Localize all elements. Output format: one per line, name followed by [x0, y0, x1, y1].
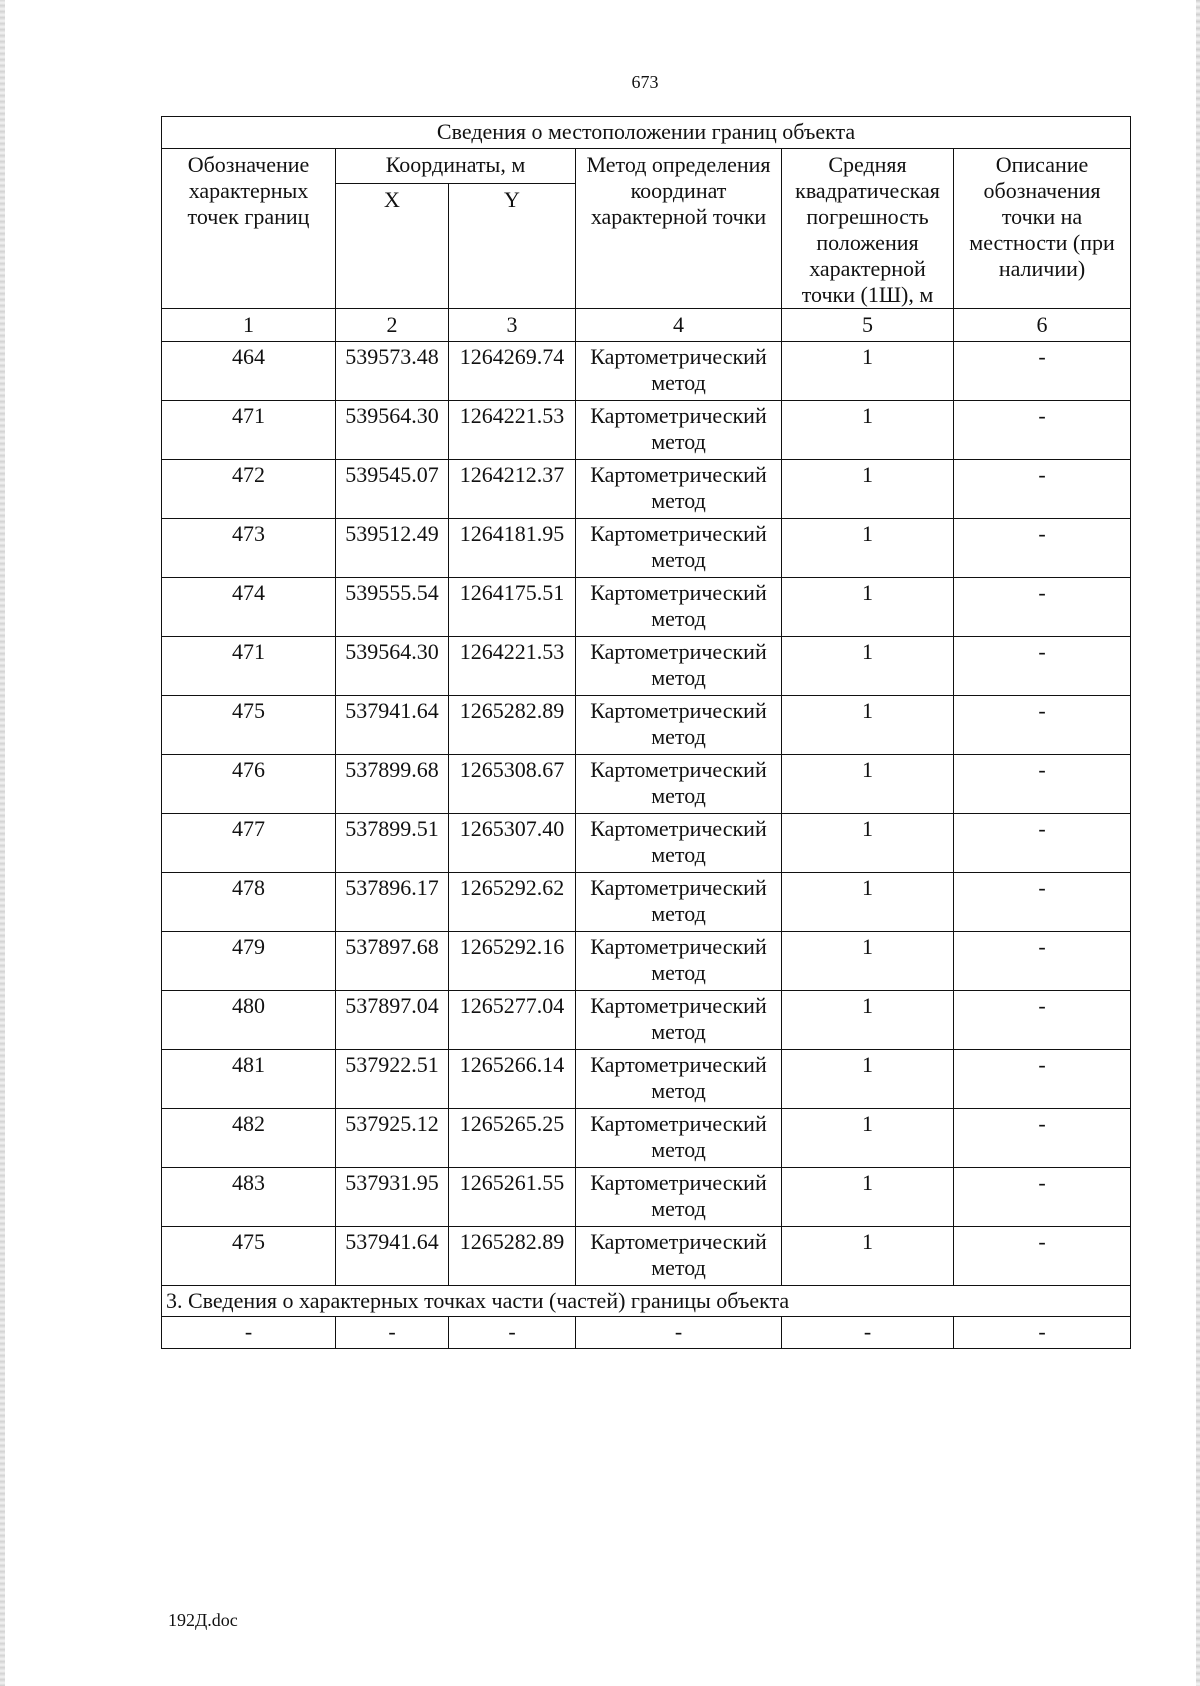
table-row — [162, 696, 1131, 755]
cell-y: 1265308.67 — [449, 755, 576, 814]
section3-data-row — [162, 1317, 1131, 1349]
column-number: 6 — [954, 309, 1131, 342]
cell-error: 1 — [782, 755, 954, 814]
cell-point: 473 — [162, 519, 336, 578]
column-number-row — [162, 309, 1131, 342]
column-number: 4 — [576, 309, 782, 342]
section3-cell: - — [336, 1317, 449, 1349]
table-row — [162, 1109, 1131, 1168]
cell-x: 537899.51 — [336, 814, 449, 873]
table-row — [162, 578, 1131, 637]
cell-x: 537931.95 — [336, 1168, 449, 1227]
table-row — [162, 873, 1131, 932]
table-row — [162, 637, 1131, 696]
cell-description: - — [954, 873, 1131, 932]
cell-point: 480 — [162, 991, 336, 1050]
cell-method: Картометрический метод — [576, 401, 782, 460]
cell-method: Картометрический метод — [576, 460, 782, 519]
column-number: 5 — [782, 309, 954, 342]
cell-point: 476 — [162, 755, 336, 814]
cell-point: 475 — [162, 696, 336, 755]
cell-x: 537897.68 — [336, 932, 449, 991]
cell-point: 471 — [162, 401, 336, 460]
cell-error: 1 — [782, 873, 954, 932]
cell-y: 1264269.74 — [449, 342, 576, 401]
cell-point: 474 — [162, 578, 336, 637]
cell-error: 1 — [782, 1227, 954, 1286]
cell-description: - — [954, 1109, 1131, 1168]
section3-cell: - — [954, 1317, 1131, 1349]
cell-error: 1 — [782, 1109, 954, 1168]
cell-point: 483 — [162, 1168, 336, 1227]
cell-description: - — [954, 755, 1131, 814]
cell-y: 1264221.53 — [449, 637, 576, 696]
header-method: Метод определения координат характерной точки — [576, 149, 782, 309]
cell-point: 477 — [162, 814, 336, 873]
cell-error: 1 — [782, 637, 954, 696]
table-row — [162, 1227, 1131, 1286]
cell-y: 1265266.14 — [449, 1050, 576, 1109]
section3-cell: - — [576, 1317, 782, 1349]
header-coordinates: Координаты, м — [336, 149, 576, 184]
cell-method: Картометрический метод — [576, 991, 782, 1050]
cell-method: Картометрический метод — [576, 519, 782, 578]
cell-error: 1 — [782, 1168, 954, 1227]
cell-x: 537896.17 — [336, 873, 449, 932]
cell-description: - — [954, 342, 1131, 401]
table-row — [162, 991, 1131, 1050]
section3-cell: - — [782, 1317, 954, 1349]
scan-edge-right — [1196, 0, 1200, 1686]
cell-method: Картометрический метод — [576, 755, 782, 814]
cell-x: 539545.07 — [336, 460, 449, 519]
cell-description: - — [954, 991, 1131, 1050]
header-point-designation: Обозначение характерных точек границ — [162, 149, 336, 309]
cell-error: 1 — [782, 1050, 954, 1109]
column-number: 3 — [449, 309, 576, 342]
header-mean-error: Средняя квадратическая погрешность положения характерной точки (1Ш), м — [782, 149, 954, 309]
page-number: 673 — [631, 72, 659, 92]
header-y: Y — [449, 184, 576, 309]
cell-y: 1265261.55 — [449, 1168, 576, 1227]
cell-x: 537922.51 — [336, 1050, 449, 1109]
table-row — [162, 1050, 1131, 1109]
cell-method: Картометрический метод — [576, 1050, 782, 1109]
table-row — [162, 460, 1131, 519]
cell-description: - — [954, 401, 1131, 460]
column-number: 2 — [336, 309, 449, 342]
cell-method: Картометрический метод — [576, 696, 782, 755]
cell-y: 1265292.62 — [449, 873, 576, 932]
table-title-row — [162, 117, 1131, 149]
cell-x: 537925.12 — [336, 1109, 449, 1168]
cell-y: 1265277.04 — [449, 991, 576, 1050]
cell-error: 1 — [782, 991, 954, 1050]
cell-error: 1 — [782, 342, 954, 401]
cell-description: - — [954, 460, 1131, 519]
cell-y: 1265292.16 — [449, 932, 576, 991]
cell-description: - — [954, 814, 1131, 873]
cell-description: - — [954, 1050, 1131, 1109]
cell-error: 1 — [782, 460, 954, 519]
cell-point: 479 — [162, 932, 336, 991]
table-body — [162, 342, 1131, 1286]
cell-point: 471 — [162, 637, 336, 696]
table-title: Сведения о местоположении границ объекта — [162, 117, 1131, 149]
cell-error: 1 — [782, 519, 954, 578]
cell-x: 539512.49 — [336, 519, 449, 578]
section3-cell: - — [449, 1317, 576, 1349]
cell-method: Картометрический метод — [576, 1168, 782, 1227]
cell-point: 482 — [162, 1109, 336, 1168]
cell-point: 481 — [162, 1050, 336, 1109]
cell-description: - — [954, 578, 1131, 637]
section3-row — [162, 1286, 1131, 1317]
column-number: 1 — [162, 309, 336, 342]
cell-description: - — [954, 1168, 1131, 1227]
cell-x: 539555.54 — [336, 578, 449, 637]
cell-error: 1 — [782, 696, 954, 755]
cell-method: Картометрический метод — [576, 814, 782, 873]
cell-point: 475 — [162, 1227, 336, 1286]
scan-edge-left — [0, 0, 5, 1686]
cell-point: 478 — [162, 873, 336, 932]
cell-method: Картометрический метод — [576, 873, 782, 932]
section3-title: 3. Сведения о характерных точках части (частей) границы объекта — [162, 1286, 1131, 1317]
cell-error: 1 — [782, 932, 954, 991]
cell-description: - — [954, 932, 1131, 991]
cell-x: 537941.64 — [336, 1227, 449, 1286]
table-row — [162, 401, 1131, 460]
table-row — [162, 519, 1131, 578]
cell-point: 472 — [162, 460, 336, 519]
table-row — [162, 932, 1131, 991]
header-row-1 — [162, 149, 1131, 184]
cell-description: - — [954, 696, 1131, 755]
cell-x: 537899.68 — [336, 755, 449, 814]
cell-y: 1264221.53 — [449, 401, 576, 460]
cell-description: - — [954, 519, 1131, 578]
cell-x: 537941.64 — [336, 696, 449, 755]
cell-y: 1265282.89 — [449, 1227, 576, 1286]
table-row — [162, 755, 1131, 814]
cell-x: 539564.30 — [336, 401, 449, 460]
boundary-points-table — [161, 116, 1131, 1349]
cell-y: 1264212.37 — [449, 460, 576, 519]
cell-method: Картометрический метод — [576, 342, 782, 401]
footer-filename: 192Д.doc — [168, 1610, 238, 1630]
cell-point: 464 — [162, 342, 336, 401]
cell-y: 1265282.89 — [449, 696, 576, 755]
cell-description: - — [954, 637, 1131, 696]
cell-method: Картометрический метод — [576, 578, 782, 637]
cell-y: 1264175.51 — [449, 578, 576, 637]
cell-description: - — [954, 1227, 1131, 1286]
table-row — [162, 814, 1131, 873]
cell-method: Картометрический метод — [576, 1227, 782, 1286]
table-row — [162, 1168, 1131, 1227]
cell-method: Картометрический метод — [576, 1109, 782, 1168]
section3-cell: - — [162, 1317, 336, 1349]
cell-method: Картометрический метод — [576, 637, 782, 696]
cell-x: 539573.48 — [336, 342, 449, 401]
cell-error: 1 — [782, 578, 954, 637]
cell-method: Картометрический метод — [576, 932, 782, 991]
cell-y: 1265265.25 — [449, 1109, 576, 1168]
cell-x: 539564.30 — [336, 637, 449, 696]
cell-y: 1265307.40 — [449, 814, 576, 873]
cell-error: 1 — [782, 401, 954, 460]
header-x: X — [336, 184, 449, 309]
table-row — [162, 342, 1131, 401]
cell-error: 1 — [782, 814, 954, 873]
cell-y: 1264181.95 — [449, 519, 576, 578]
header-description: Описание обозначения точки на местности (при наличии) — [954, 149, 1131, 309]
cell-x: 537897.04 — [336, 991, 449, 1050]
